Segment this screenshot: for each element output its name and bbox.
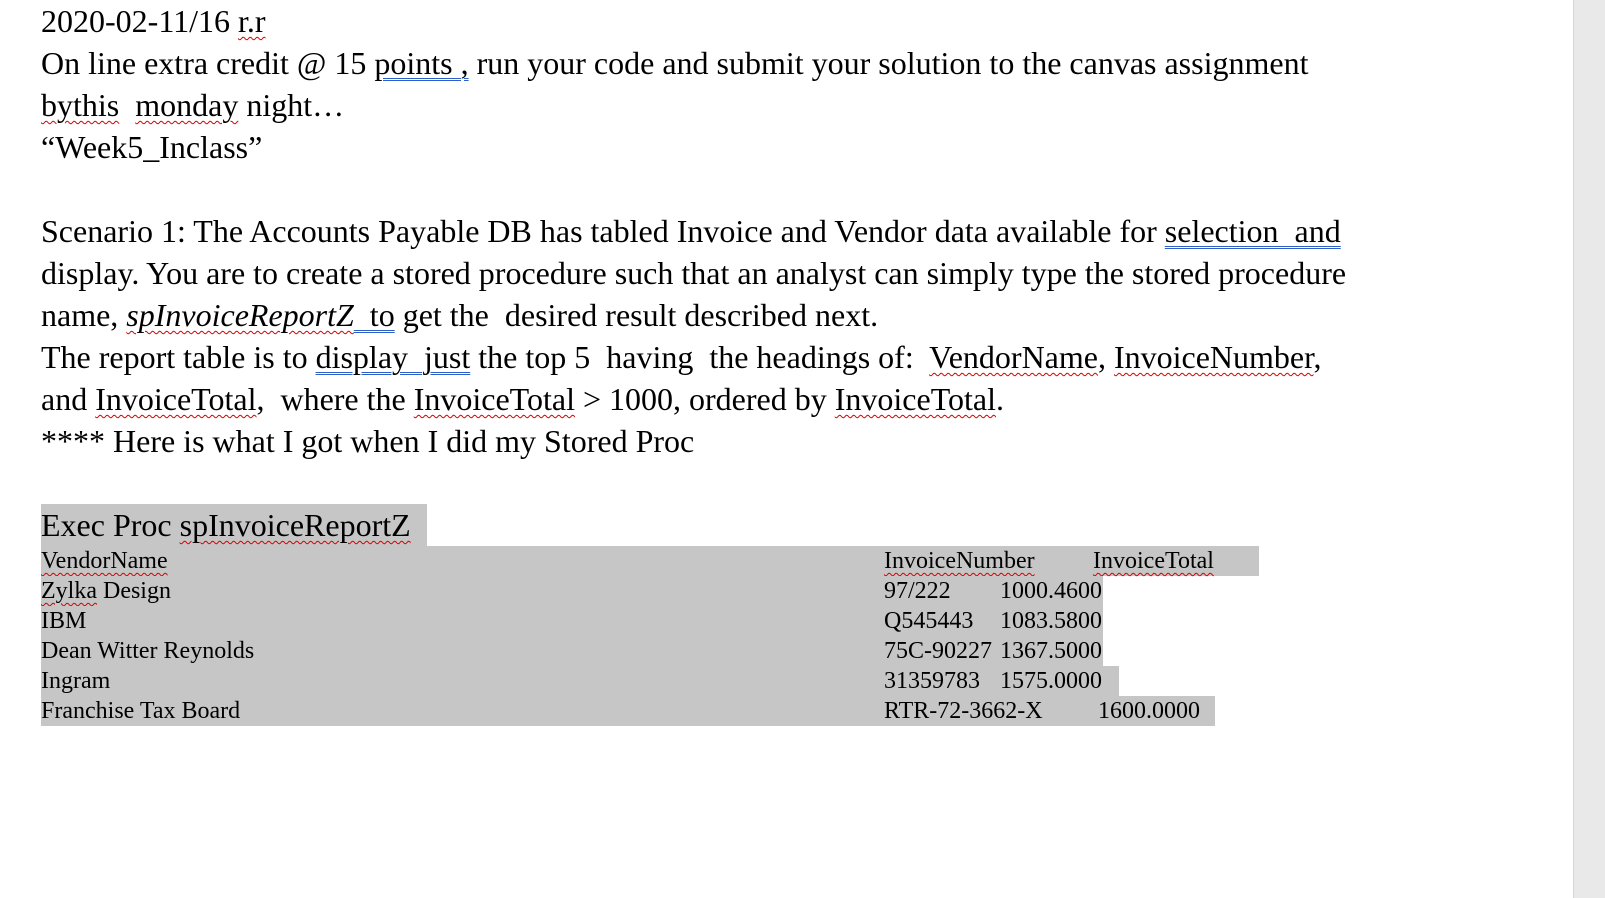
scenario-line-1: Scenario 1: The Accounts Payable DB has tabled Invoice and Vendor data available for selection and bbox=[41, 213, 1341, 249]
blank-line bbox=[41, 168, 1571, 210]
header-invoicenumber: InvoiceNumber bbox=[884, 548, 1035, 574]
scenario-line-6: **** Here is what I got when I did my Stored Proc bbox=[41, 423, 695, 459]
table-row: Franchise Tax Board RTR-72-3662-X 1600.0000 bbox=[41, 696, 1215, 726]
intro-line-2: bythis monday night… bbox=[41, 87, 345, 123]
initials-text: r.r bbox=[238, 3, 266, 39]
scrollbar-gutter[interactable] bbox=[1573, 0, 1605, 898]
document-body[interactable] bbox=[41, 0, 1571, 462]
table-row: Dean Witter Reynolds 75C-90227 1367.5000 bbox=[41, 638, 1102, 664]
date-text: 2020-02-11/16 bbox=[41, 3, 231, 39]
table-row: Ingram 31359783 1575.0000 bbox=[41, 666, 1119, 696]
scenario-line-3: name, spInvoiceReportZ to get the desired result described next. bbox=[41, 297, 879, 333]
table-header-row bbox=[41, 546, 1259, 576]
header-invoicetotal: InvoiceTotal bbox=[1093, 548, 1214, 574]
intro-line-1: On line extra credit @ 15 points , run your code and submit your solution to the canvas assignment bbox=[41, 45, 1309, 81]
table-row: Zylka Design 97/222 1000.4600 bbox=[41, 578, 1102, 604]
result-table bbox=[41, 546, 1259, 726]
scenario-line-5: and InvoiceTotal, where the InvoiceTotal > 1000, ordered by InvoiceTotal. bbox=[41, 381, 1004, 417]
scenario-line-4: The report table is to display just the top 5 having the headings of: VendorName, InvoiceNumber, bbox=[41, 339, 1322, 375]
scenario-line-2: display. You are to create a stored procedure such that an analyst can simply type the stored procedure bbox=[41, 255, 1347, 291]
table-row: IBM Q545443 1083.5800 bbox=[41, 608, 1102, 634]
header-vendorname: VendorName bbox=[41, 548, 168, 574]
exec-proc-line: Exec Proc spInvoiceReportZ bbox=[41, 504, 427, 546]
date-line bbox=[41, 0, 1571, 42]
assignment-name: “Week5_Inclass” bbox=[41, 129, 263, 165]
proc-name: spInvoiceReportZ bbox=[179, 507, 411, 543]
